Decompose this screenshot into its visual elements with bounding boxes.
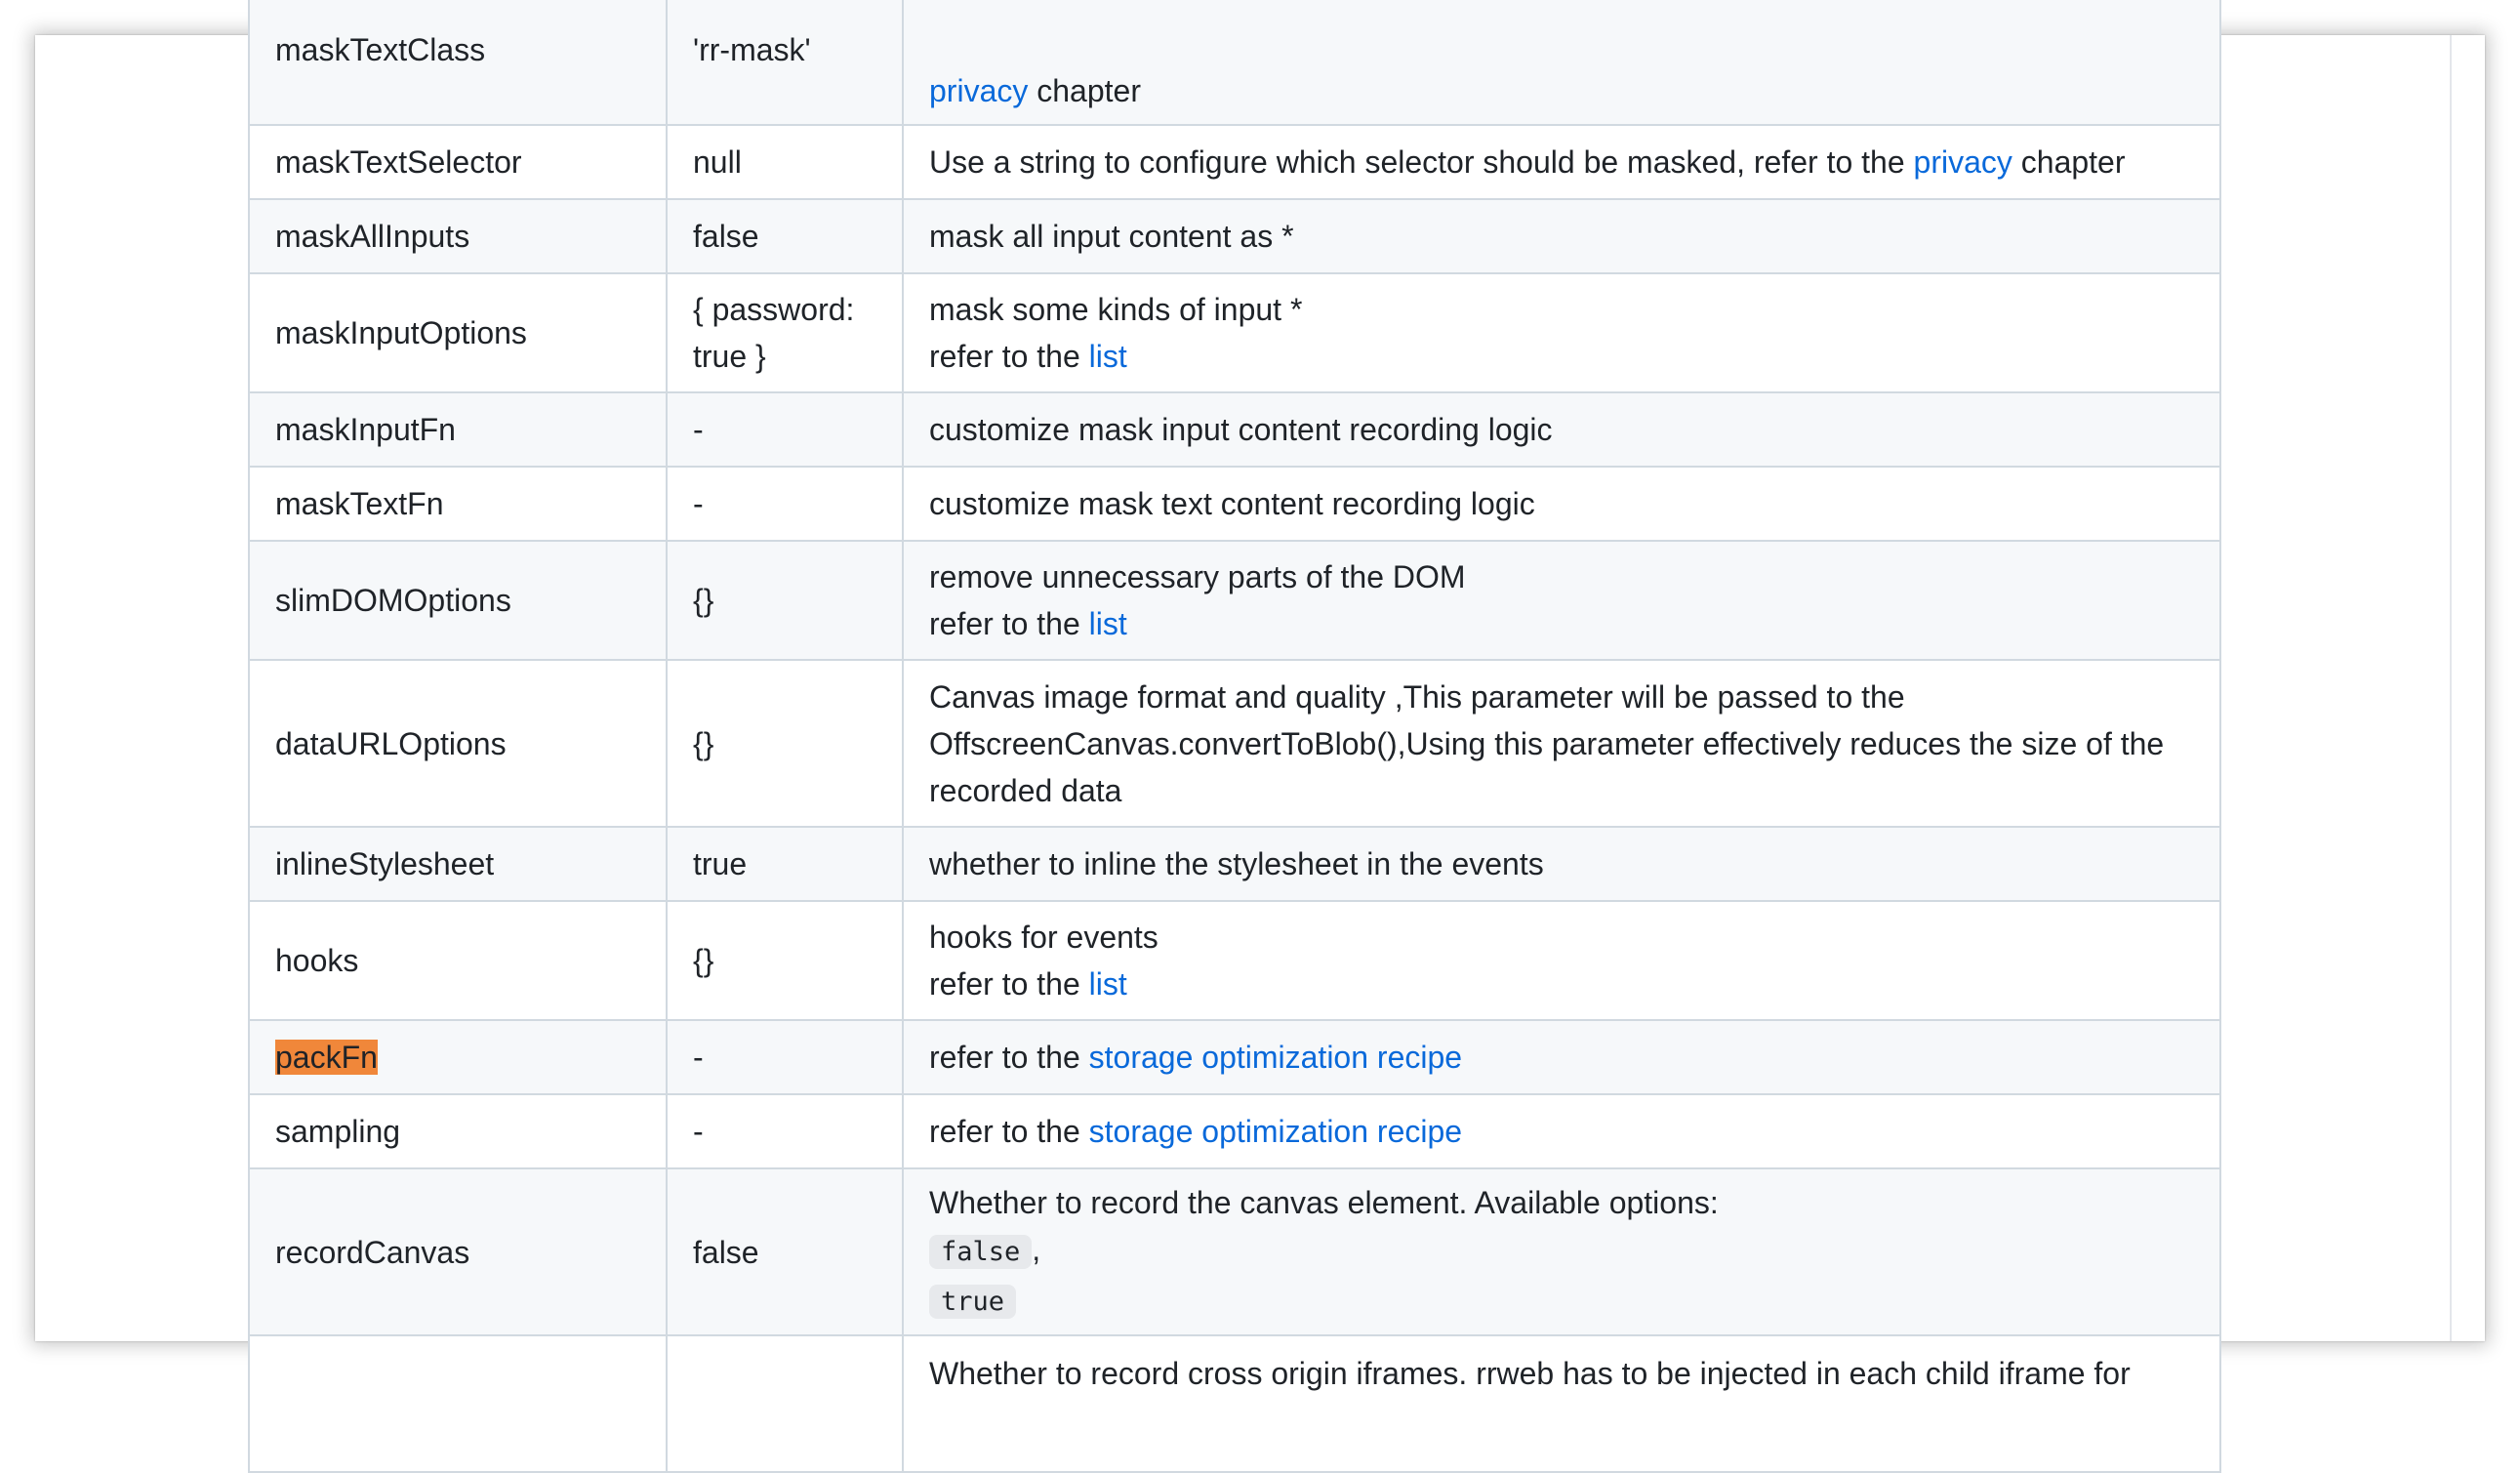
option-description bbox=[903, 1335, 2220, 1472]
option-key: inlineStylesheet bbox=[249, 827, 667, 901]
privacy-link[interactable]: privacy bbox=[1913, 144, 2012, 180]
table-row bbox=[249, 901, 2220, 1020]
option-key: dataURLOptions bbox=[249, 660, 667, 827]
options-table bbox=[248, 0, 2221, 1473]
inline-code: false bbox=[929, 1235, 1032, 1269]
description-line: Canvas image format and quality ,This parameter will be passed to the bbox=[929, 678, 1905, 715]
option-key: hooks bbox=[249, 901, 667, 1020]
browser-viewport bbox=[35, 32, 2485, 1391]
option-default: {} bbox=[667, 541, 903, 660]
inline-code: true bbox=[929, 1285, 1016, 1319]
table-row bbox=[249, 660, 2220, 827]
table-row bbox=[249, 1168, 2220, 1335]
table-row bbox=[249, 392, 2220, 467]
list-link[interactable]: list bbox=[1088, 339, 1127, 374]
option-key: recordCanvas bbox=[249, 1168, 667, 1335]
default-line: { password: bbox=[693, 292, 855, 327]
description-line bbox=[929, 333, 2194, 380]
option-default: false bbox=[667, 199, 903, 273]
description-text: , bbox=[1032, 1231, 1041, 1267]
option-key: maskInputFn bbox=[249, 392, 667, 467]
storage-optimization-link[interactable]: storage optimization recipe bbox=[1088, 1114, 1463, 1149]
option-description bbox=[903, 901, 2220, 1020]
option-default: - bbox=[667, 392, 903, 467]
option-description bbox=[903, 273, 2220, 392]
option-key bbox=[249, 1020, 667, 1094]
option-default: - bbox=[667, 467, 903, 541]
option-default bbox=[667, 1335, 903, 1472]
privacy-link[interactable]: privacy bbox=[929, 73, 1029, 108]
option-description bbox=[903, 125, 2220, 199]
option-key bbox=[249, 1335, 667, 1472]
content-right-border bbox=[2450, 35, 2452, 1341]
description-line bbox=[929, 1226, 2194, 1276]
option-key-text: maskTextClass bbox=[275, 32, 486, 67]
option-default-text: 'rr-mask' bbox=[693, 32, 811, 67]
option-description bbox=[903, 660, 2220, 827]
option-key: maskAllInputs bbox=[249, 199, 667, 273]
table-row bbox=[249, 1094, 2220, 1168]
list-link[interactable]: list bbox=[1088, 966, 1127, 1002]
description-text: Use a string to configure which selector should be masked, refer to the bbox=[929, 144, 1914, 180]
description-text: refer to the bbox=[929, 1040, 1089, 1075]
option-default: false bbox=[667, 1168, 903, 1335]
option-key: maskTextFn bbox=[249, 467, 667, 541]
search-highlight: packFn bbox=[275, 1040, 378, 1075]
option-description bbox=[903, 1094, 2220, 1168]
table-row bbox=[249, 467, 2220, 541]
table-row bbox=[249, 1335, 2220, 1472]
option-default bbox=[667, 0, 903, 125]
description-line: hooks for events bbox=[929, 920, 1158, 955]
description-line bbox=[929, 1276, 2194, 1326]
option-key: maskInputOptions bbox=[249, 273, 667, 392]
description-text: chapter bbox=[2012, 144, 2126, 180]
table-row bbox=[249, 199, 2220, 273]
description-line: mask some kinds of input * bbox=[929, 292, 1303, 327]
description-line: remove unnecessary parts of the DOM bbox=[929, 559, 1466, 594]
option-default: - bbox=[667, 1020, 903, 1094]
description-text: refer to the bbox=[929, 1114, 1089, 1149]
description-text: refer to the bbox=[929, 606, 1089, 641]
table-row bbox=[249, 1020, 2220, 1094]
description-line bbox=[929, 961, 2194, 1007]
description-line: Whether to record the canvas element. Available options: bbox=[929, 1184, 1719, 1220]
option-default: null bbox=[667, 125, 903, 199]
description-line bbox=[929, 600, 2194, 647]
option-key: sampling bbox=[249, 1094, 667, 1168]
option-description: mask all input content as * bbox=[903, 199, 2220, 273]
table-row bbox=[249, 541, 2220, 660]
description-line: OffscreenCanvas.convertToBlob(),Using this parameter effectively reduces the size of the bbox=[929, 725, 2165, 761]
option-description bbox=[903, 1168, 2220, 1335]
description-text: chapter bbox=[1028, 73, 1141, 108]
description-text: refer to the bbox=[929, 966, 1089, 1002]
option-description bbox=[903, 541, 2220, 660]
default-line: true } bbox=[693, 339, 766, 374]
option-key bbox=[249, 0, 667, 125]
list-link[interactable]: list bbox=[1088, 606, 1127, 641]
table-row bbox=[249, 827, 2220, 901]
option-description bbox=[903, 1020, 2220, 1094]
description-line: Whether to record cross origin iframes. rrweb has to be injected in each child iframe for bbox=[929, 1356, 2131, 1391]
description-text: refer to the bbox=[929, 339, 1089, 374]
option-default: {} bbox=[667, 660, 903, 827]
option-default: - bbox=[667, 1094, 903, 1168]
description-line: recorded data bbox=[929, 772, 1122, 808]
table-row bbox=[249, 125, 2220, 199]
option-default: true bbox=[667, 827, 903, 901]
option-description bbox=[903, 0, 2220, 125]
option-key: maskTextSelector bbox=[249, 125, 667, 199]
option-description: customize mask text content recording logic bbox=[903, 467, 2220, 541]
table-row bbox=[249, 0, 2220, 125]
table-row bbox=[249, 273, 2220, 392]
option-key: slimDOMOptions bbox=[249, 541, 667, 660]
option-description: whether to inline the stylesheet in the events bbox=[903, 827, 2220, 901]
option-default: {} bbox=[667, 901, 903, 1020]
storage-optimization-link[interactable]: storage optimization recipe bbox=[1088, 1040, 1463, 1075]
option-description: customize mask input content recording logic bbox=[903, 392, 2220, 467]
option-default bbox=[667, 273, 903, 392]
